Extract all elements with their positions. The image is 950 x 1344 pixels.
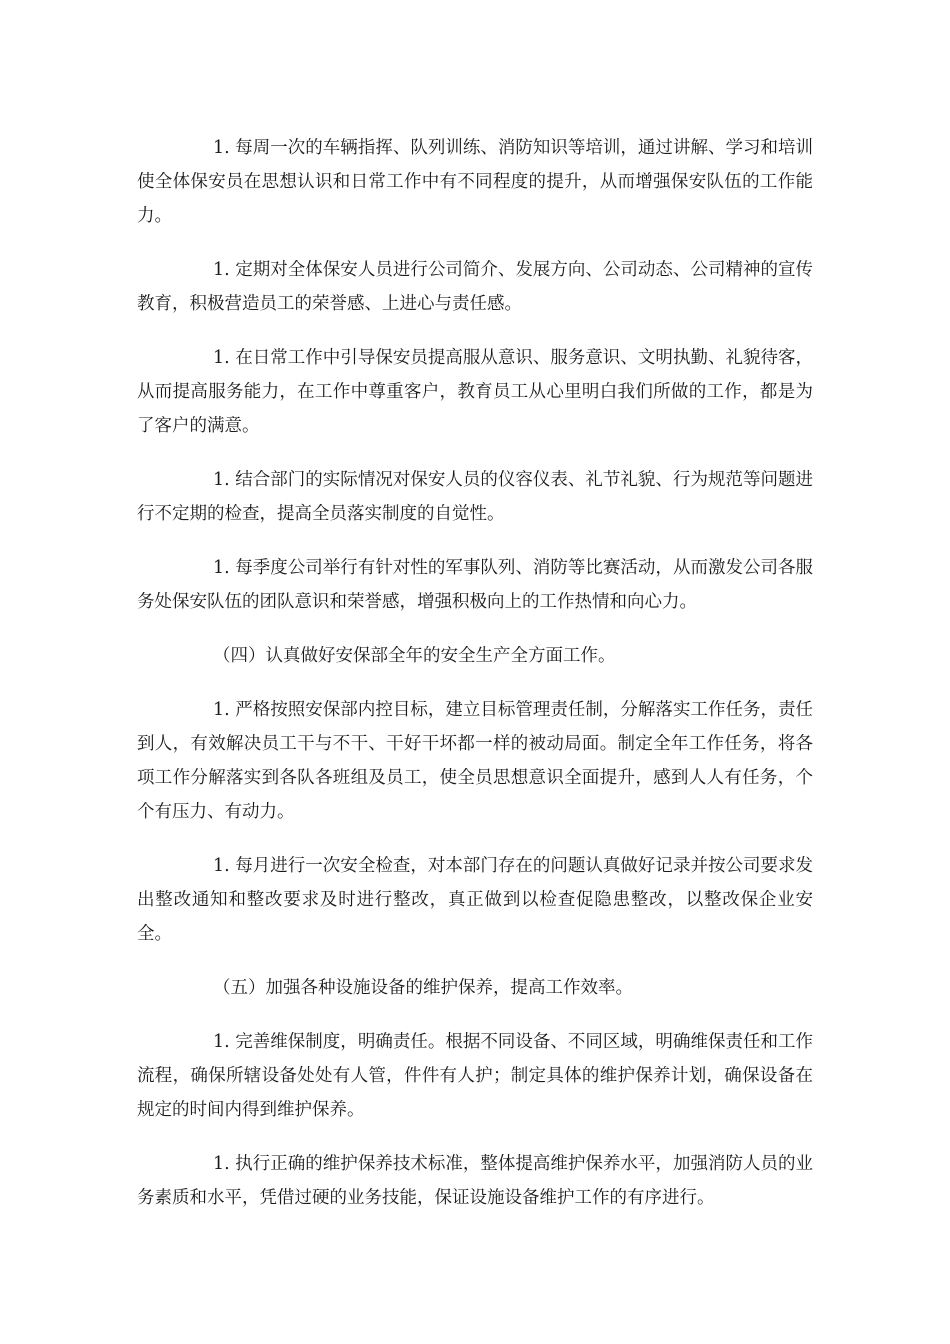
document-body [137, 131, 813, 1235]
paragraph-competition: 1. 每季度公司举行有针对性的军事队列、消防等比赛活动，从而激发公司各服务处保安队伍的团队意识和荣誉感，增强积极向上的工作热情和向心力。 [137, 558, 813, 612]
paragraph-monthly-check: 1. 每月进行一次安全检查，对本部门存在的问题认真做好记录并按公司要求发出整改通知和整改要求及时进行整改，真正做到以检查促隐患整改，以整改保企业安全。 [137, 856, 813, 944]
paragraph-maintenance-system: 1. 完善维保制度，明确责任。根据不同设备、不同区域，明确维保责任和工作流程，确保所辖设备处处有人管，件件有人护；制定具体的维护保养计划，确保设备在规定的时间内得到维护保养。 [137, 1032, 813, 1120]
paragraph-maintenance-standard: 1. 执行正确的维护保养技术标准，整体提高维护保养水平，加强消防人员的业务素质和水平，凭借过硬的业务技能，保证设施设备维护工作的有序进行。 [137, 1154, 813, 1208]
paragraph-training: 1. 每周一次的车辆指挥、队列训练、消防知识等培训，通过讲解、学习和培训使全体保安员在思想认识和日常工作中有不同程度的提升，从而增强保安队伍的工作能力。 [137, 138, 813, 226]
section-heading-five: （五）加强各种设施设备的维护保养，提高工作效率。 [213, 978, 633, 998]
section-heading-four: （四）认真做好安保部全年的安全生产全方面工作。 [213, 646, 616, 666]
paragraph-responsibility: 1. 严格按照安保部内控目标，建立目标管理责任制，分解落实工作任务，责任到人，有效解决员工干与不干、干好干坏都一样的被动局面。制定全年工作任务，将各项工作分解落实到各队各班组及员工，使全员思想意识全面提升，感到人人有任务，个个有压力、有动力。 [137, 700, 813, 822]
paragraph-publicity: 1. 定期对全体保安人员进行公司简介、发展方向、公司动态、公司精神的宣传教育，积极营造员工的荣誉感、上进心与责任感。 [137, 260, 813, 314]
paragraph-service-awareness: 1. 在日常工作中引导保安员提高服从意识、服务意识、文明执勤、礼貌待客，从而提高服务能力，在工作中尊重客户，教育员工从心里明白我们所做的工作，都是为了客户的满意。 [137, 348, 813, 436]
paragraph-inspection: 1. 结合部门的实际情况对保安人员的仪容仪表、礼节礼貌、行为规范等问题进行不定期的检查，提高全员落实制度的自觉性。 [137, 470, 813, 524]
